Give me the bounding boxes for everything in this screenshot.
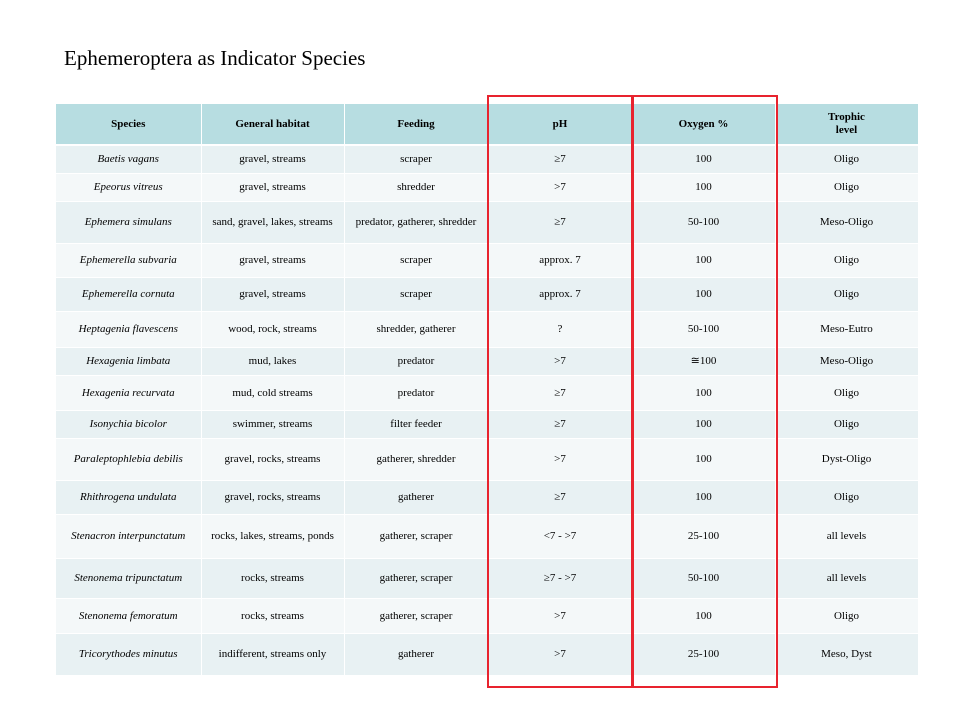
cell-ph: approx. 7 xyxy=(488,243,632,277)
cell-ph: <7 - >7 xyxy=(488,514,632,558)
cell-oxygen: 50-100 xyxy=(632,311,775,347)
cell-ph: >7 xyxy=(488,598,632,633)
cell-oxygen: 100 xyxy=(632,145,775,173)
cell-habitat: mud, lakes xyxy=(201,347,344,375)
cell-feeding: gatherer, shredder xyxy=(344,438,488,480)
cell-ph: >7 xyxy=(488,633,632,675)
cell-feeding: gatherer, scraper xyxy=(344,514,488,558)
cell-oxygen: 25-100 xyxy=(632,514,775,558)
table-row xyxy=(56,633,918,675)
cell-trophic: Dyst-Oligo xyxy=(775,438,918,480)
cell-ph: ≥7 xyxy=(488,145,632,173)
cell-habitat: gravel, rocks, streams xyxy=(201,480,344,514)
cell-trophic: Oligo xyxy=(775,243,918,277)
table-row xyxy=(56,438,918,480)
cell-ph: ? xyxy=(488,311,632,347)
cell-oxygen: ≅100 xyxy=(632,347,775,375)
table-row xyxy=(56,347,918,375)
cell-habitat: gravel, streams xyxy=(201,173,344,201)
table-row xyxy=(56,201,918,243)
cell-ph: >7 xyxy=(488,438,632,480)
cell-species: Heptagenia flavescens xyxy=(56,311,201,347)
table-row xyxy=(56,375,918,410)
cell-oxygen: 100 xyxy=(632,598,775,633)
cell-feeding: gatherer, scraper xyxy=(344,598,488,633)
cell-feeding: gatherer xyxy=(344,633,488,675)
cell-ph: ≥7 xyxy=(488,480,632,514)
cell-trophic: Oligo xyxy=(775,598,918,633)
cell-habitat: swimmer, streams xyxy=(201,410,344,438)
cell-ph: >7 xyxy=(488,347,632,375)
table-row xyxy=(56,558,918,598)
cell-feeding: filter feeder xyxy=(344,410,488,438)
table-row xyxy=(56,277,918,311)
cell-species: Hexagenia recurvata xyxy=(56,375,201,410)
table-row xyxy=(56,598,918,633)
cell-species: Ephemerella subvaria xyxy=(56,243,201,277)
cell-ph: >7 xyxy=(488,173,632,201)
cell-feeding: scraper xyxy=(344,277,488,311)
cell-habitat: rocks, streams xyxy=(201,598,344,633)
cell-feeding: predator xyxy=(344,375,488,410)
cell-trophic: Meso, Dyst xyxy=(775,633,918,675)
cell-oxygen: 100 xyxy=(632,480,775,514)
column-header-oxygen: Oxygen % xyxy=(632,104,775,145)
cell-oxygen: 50-100 xyxy=(632,558,775,598)
cell-feeding: predator xyxy=(344,347,488,375)
cell-trophic: Oligo xyxy=(775,480,918,514)
slide-title: Ephemeroptera as Indicator Species xyxy=(64,46,366,70)
cell-species: Hexagenia limbata xyxy=(56,347,201,375)
cell-oxygen: 100 xyxy=(632,375,775,410)
cell-ph: ≥7 xyxy=(488,375,632,410)
cell-oxygen: 100 xyxy=(632,410,775,438)
cell-habitat: gravel, streams xyxy=(201,243,344,277)
cell-feeding: shredder xyxy=(344,173,488,201)
cell-trophic: Oligo xyxy=(775,410,918,438)
cell-species: Ephemera simulans xyxy=(56,201,201,243)
cell-oxygen: 100 xyxy=(632,438,775,480)
cell-species: Rhithrogena undulata xyxy=(56,480,201,514)
cell-feeding: predator, gatherer, shredder xyxy=(344,201,488,243)
cell-trophic: Oligo xyxy=(775,277,918,311)
cell-species: Paraleptophlebia debilis xyxy=(56,438,201,480)
cell-species: Isonychia bicolor xyxy=(56,410,201,438)
table-row xyxy=(56,243,918,277)
cell-trophic: Oligo xyxy=(775,173,918,201)
cell-feeding: gatherer, scraper xyxy=(344,558,488,598)
trophic-header-line1: Trophic xyxy=(828,111,865,123)
cell-trophic: Meso-Oligo xyxy=(775,347,918,375)
cell-habitat: gravel, rocks, streams xyxy=(201,438,344,480)
cell-trophic: Oligo xyxy=(775,375,918,410)
cell-habitat: rocks, streams xyxy=(201,558,344,598)
cell-habitat: gravel, streams xyxy=(201,145,344,173)
cell-species: Stenonema femoratum xyxy=(56,598,201,633)
cell-trophic: all levels xyxy=(775,514,918,558)
cell-feeding: scraper xyxy=(344,243,488,277)
cell-habitat: mud, cold streams xyxy=(201,375,344,410)
cell-feeding: shredder, gatherer xyxy=(344,311,488,347)
cell-species: Baetis vagans xyxy=(56,145,201,173)
table-body xyxy=(56,145,918,675)
table-row xyxy=(56,514,918,558)
indicator-species-table xyxy=(56,104,919,676)
cell-oxygen: 100 xyxy=(632,243,775,277)
cell-species: Tricorythodes minutus xyxy=(56,633,201,675)
cell-habitat: rocks, lakes, streams, ponds xyxy=(201,514,344,558)
cell-trophic: Meso-Eutro xyxy=(775,311,918,347)
table-row xyxy=(56,173,918,201)
table-row xyxy=(56,480,918,514)
column-header-species: Species xyxy=(56,104,201,145)
cell-trophic: Meso-Oligo xyxy=(775,201,918,243)
column-header-trophic-level xyxy=(775,104,918,145)
column-header-habitat: General habitat xyxy=(201,104,344,145)
cell-ph: ≥7 - >7 xyxy=(488,558,632,598)
cell-ph: ≥7 xyxy=(488,410,632,438)
cell-feeding: scraper xyxy=(344,145,488,173)
cell-oxygen: 100 xyxy=(632,173,775,201)
cell-habitat: wood, rock, streams xyxy=(201,311,344,347)
table-row xyxy=(56,311,918,347)
cell-habitat: sand, gravel, lakes, streams xyxy=(201,201,344,243)
column-header-feeding: Feeding xyxy=(344,104,488,145)
cell-species: Stenacron interpunctatum xyxy=(56,514,201,558)
cell-trophic: Oligo xyxy=(775,145,918,173)
cell-ph: ≥7 xyxy=(488,201,632,243)
table-header-row xyxy=(56,104,918,145)
cell-oxygen: 25-100 xyxy=(632,633,775,675)
cell-feeding: gatherer xyxy=(344,480,488,514)
cell-species: Ephemerella cornuta xyxy=(56,277,201,311)
cell-species: Epeorus vitreus xyxy=(56,173,201,201)
cell-trophic: all levels xyxy=(775,558,918,598)
table-row xyxy=(56,145,918,173)
cell-habitat: gravel, streams xyxy=(201,277,344,311)
table-row xyxy=(56,410,918,438)
cell-oxygen: 50-100 xyxy=(632,201,775,243)
trophic-header-line2: level xyxy=(835,124,858,136)
cell-habitat: indifferent, streams only xyxy=(201,633,344,675)
column-header-ph: pH xyxy=(488,104,632,145)
cell-ph: approx. 7 xyxy=(488,277,632,311)
cell-oxygen: 100 xyxy=(632,277,775,311)
cell-species: Stenonema tripunctatum xyxy=(56,558,201,598)
